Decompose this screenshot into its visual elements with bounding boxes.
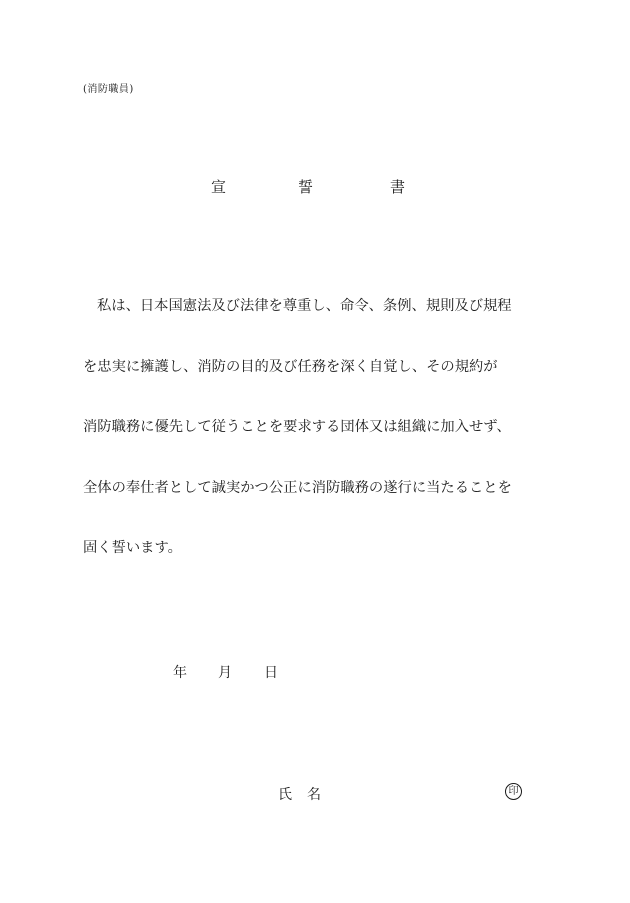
document-title: [0, 176, 630, 198]
name-label-second: 名: [307, 787, 321, 803]
oath-body: [83, 296, 553, 599]
date-day-label: 日: [264, 665, 278, 681]
date-month-label: 月: [218, 665, 232, 681]
oath-line-4: 全体の奉仕者として誠実かつ公正に消防職務の遂行に当たることを: [83, 479, 512, 496]
title-char-3: 書: [390, 178, 406, 196]
oath-line-3: 消防職務に優先して従うことを要求する団体又は組織に加入せず、: [83, 419, 511, 435]
seal-mark: 印: [505, 783, 522, 800]
title-char-2: 誓: [298, 178, 314, 196]
oath-line-5: 固く誓います。: [83, 540, 182, 556]
staff-category-note: (消防職員): [83, 84, 134, 95]
oath-line-1: 私は、日本国憲法及び法律を尊重し、命令、条例、規則及び規程: [97, 298, 512, 314]
name-label-first: 氏: [278, 787, 292, 803]
title-char-1: 宣: [211, 178, 227, 196]
oath-line-2: を忠実に擁護し、消防の目的及び任務を深く自覚し、その規約が: [83, 358, 498, 375]
date-year-label: 年: [173, 665, 187, 681]
